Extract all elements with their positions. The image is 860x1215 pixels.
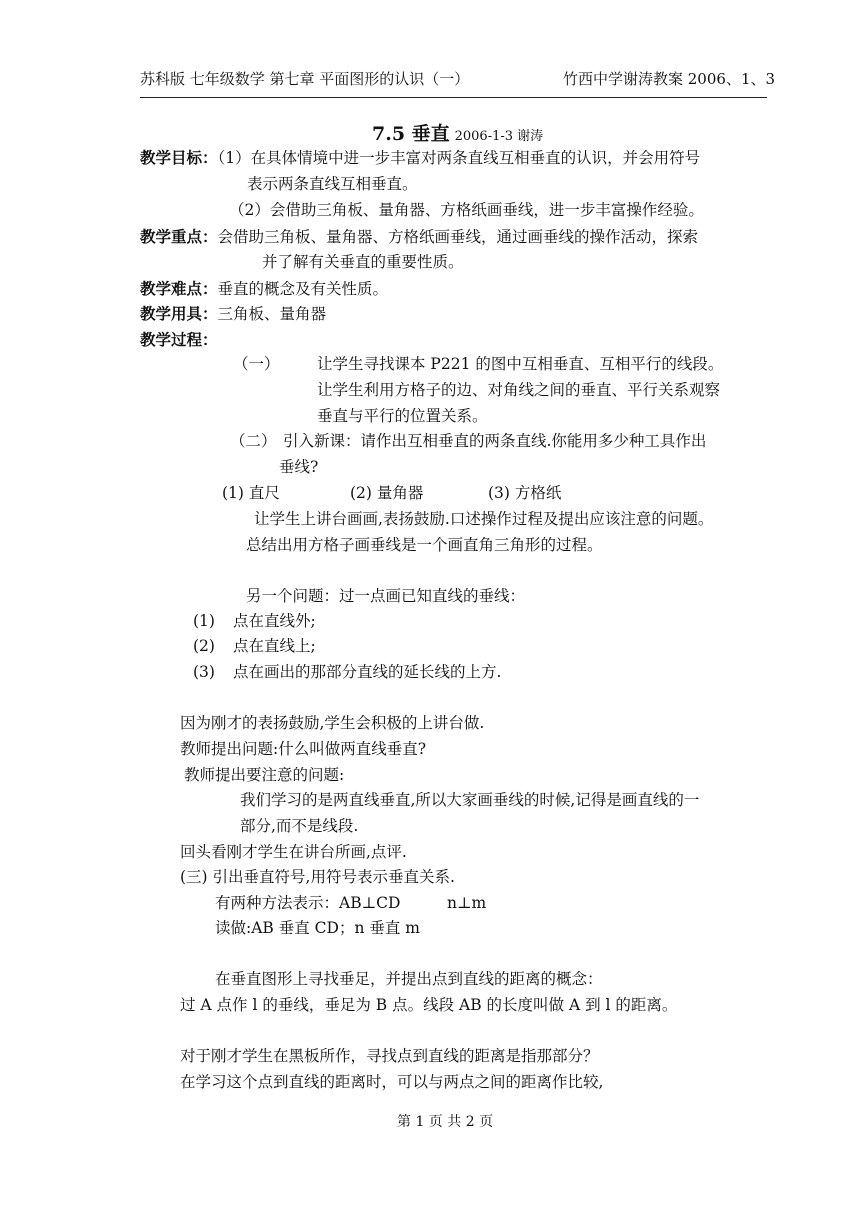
discussion-line-3: 教师提出要注意的问题: <box>184 766 345 784</box>
distance-line-4: 在学习这个点到直线的距离时，可以与两点之间的距离作比较, <box>180 1073 604 1091</box>
keypoints-text-2: 并了解有关垂直的重要性质。 <box>262 253 464 271</box>
section1-line-2: 让学生利用方格子的边、对角线之间的垂直、平行关系观察 <box>317 381 721 399</box>
section3-line-1: (三) 引出垂直符号,用符号表示垂直关系. <box>180 868 455 886</box>
title-main: 7.5 垂直 <box>372 123 450 145</box>
discussion-line-6: 回头看刚才学生在讲台所画,点评. <box>180 843 407 861</box>
case2-text: 点在直线上; <box>233 637 316 655</box>
objectives-item1-line2: 表示两条直线互相垂直。 <box>247 175 418 193</box>
discussion-line-2: 教师提出问题:什么叫做两直线垂直? <box>180 740 427 758</box>
objectives-line-1 <box>140 150 700 167</box>
difficulty-text: 垂直的概念及有关性质。 <box>217 280 389 298</box>
section2-line-2: 垂线? <box>279 458 319 476</box>
objectives-label: 教学目标： <box>140 148 218 167</box>
keypoints-line-1 <box>140 229 698 246</box>
discussion-line-1: 因为刚才的表扬鼓励,学生会积极的上讲台做. <box>180 714 485 732</box>
tool-ruler: (1) 直尺 <box>222 484 280 502</box>
tools-line <box>140 306 326 323</box>
keypoints-label: 教学重点： <box>140 227 218 246</box>
case2-number: (2) <box>193 637 215 655</box>
case3-number: (3) <box>193 663 215 681</box>
difficulty-label: 教学难点： <box>140 279 218 298</box>
section2-number: （二） <box>230 432 277 450</box>
section3-line-3: 读做:AB 垂直 CD；n 垂直 m <box>215 919 420 937</box>
process-label: 教学过程： <box>140 330 218 349</box>
distance-line-2: 过 A 点作 l 的垂线，垂足为 B 点。线段 AB 的长度叫做 A 到 l 的距离。 <box>180 996 678 1014</box>
objectives-item1-line1: （1）在具体情境中进一步丰富对两条直线互相垂直的认识，并会用符号 <box>217 149 701 167</box>
section1-number: （一） <box>233 355 280 373</box>
tools-label: 教学用具： <box>140 304 218 323</box>
distance-line-1: 在垂直图形上寻找垂足，并提出点到直线的距离的概念： <box>215 970 603 988</box>
header-left: 苏科版 七年级数学 第七章 平面图形的认识（一） <box>140 70 470 88</box>
page-title <box>372 125 543 144</box>
section1-line-1: 让学生寻找课本 P221 的图中互相垂直、互相平行的线段。 <box>317 355 724 373</box>
tool-protractor: (2) 量角器 <box>350 484 424 502</box>
section2-line-1: 引入新课：请作出互相垂直的两条直线.你能用多少种工具作出 <box>283 432 707 450</box>
section3-notation-1: 有两种方法表示：AB⊥CD <box>215 894 401 912</box>
section2-para-1: 让学生上讲台画画,表扬鼓励.口述操作过程及提出应该注意的问题。 <box>254 510 714 528</box>
tool-grid-paper: (3) 方格纸 <box>488 484 562 502</box>
header-right: 竹西中学谢涛教案 2006、1、3 <box>563 70 776 88</box>
case3-text: 点在画出的那部分直线的延长线的上方. <box>233 663 502 681</box>
page-footer: 第 1 页 共 2 页 <box>397 1114 494 1130</box>
case1-text: 点在直线外; <box>233 612 316 630</box>
tools-text: 三角板、量角器 <box>217 305 327 323</box>
section3-notation-2: n⊥m <box>447 894 487 912</box>
difficulty-line <box>140 281 388 298</box>
title-sub: 2006-1-3 谢涛 <box>454 129 544 144</box>
header-rule <box>140 97 767 98</box>
objectives-item2: （2）会借助三角板、量角器、方格纸画垂线，进一步丰富操作经验。 <box>229 201 704 219</box>
section2-para-2: 总结出用方格子画垂线是一个画直角三角形的过程。 <box>246 536 603 554</box>
keypoints-text-1: 会借助三角板、量角器、方格纸画垂线，通过画垂线的操作活动，探索 <box>217 228 699 246</box>
another-intro: 另一个问题：过一点画已知直线的垂线： <box>246 587 526 605</box>
discussion-line-4: 我们学习的是两直线垂直,所以大家画垂线的时候,记得是画直线的一 <box>240 791 700 809</box>
section1-line-3: 垂直与平行的位置关系。 <box>317 407 488 425</box>
discussion-line-5: 部分,而不是线段. <box>240 817 359 835</box>
case1-number: (1) <box>193 612 215 630</box>
distance-line-3: 对于刚才学生在黑板所作，寻找点到直线的距离是指那部分？ <box>180 1047 599 1065</box>
